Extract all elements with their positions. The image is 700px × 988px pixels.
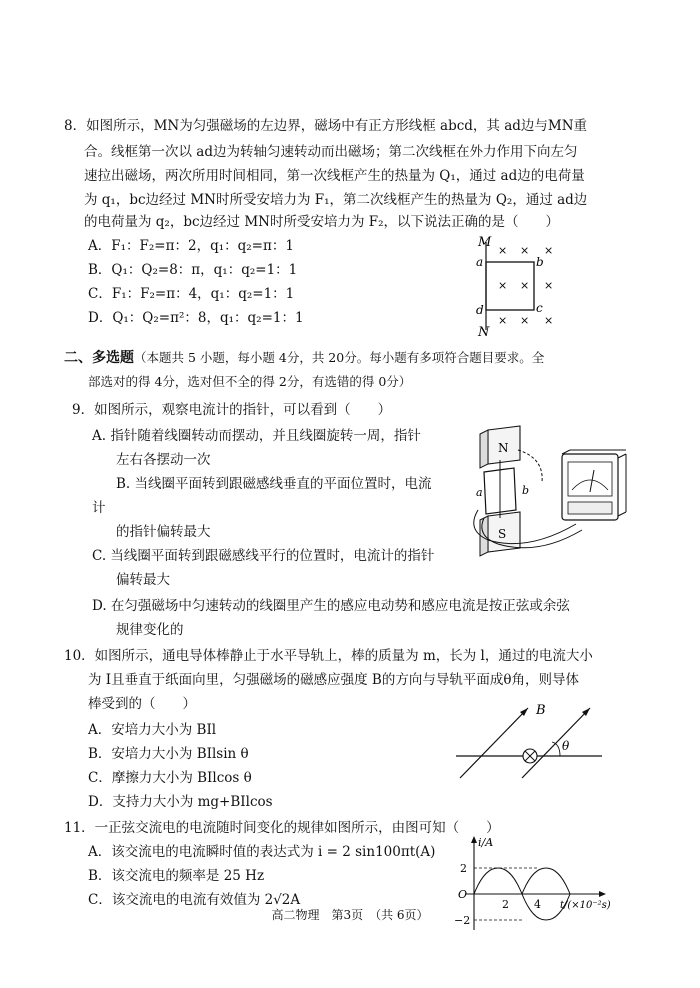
q10-line-1: 10．如图所示，通电导体棒静止于水平导轨上，棒的质量为 m，长为 l，通过的电流大小 bbox=[64, 648, 593, 664]
svg-text:×: × bbox=[498, 244, 508, 257]
q8-figure bbox=[470, 232, 570, 340]
q9-label-a: a bbox=[476, 486, 483, 499]
q9-line-b3: 的指针偏转最大 bbox=[116, 524, 211, 540]
section2-note-2: 部选对的得 4分，选对但不全的得 2分，有选错的得 0分） bbox=[88, 374, 412, 389]
q8-field-crosses bbox=[498, 244, 553, 327]
svg-text:×: × bbox=[544, 279, 554, 292]
q8-line-3: 速拉出磁场，两次所用时间相同，第一次线框产生的热量为 Q₁，通过 ad边的电荷量 bbox=[84, 168, 585, 184]
section2-note-1: （本题共 5 小题，每小题 4分，共 20分。每小题有多项符合题目要求。全 bbox=[134, 350, 545, 365]
q11-xlabel: t/(×10⁻²s) bbox=[560, 900, 611, 911]
q9-figure bbox=[458, 420, 642, 560]
q11-xtick-4: 4 bbox=[534, 898, 541, 911]
q11-ylabel: i/A bbox=[478, 836, 494, 849]
q11-ytick-neg: −2 bbox=[454, 914, 471, 927]
svg-text:×: × bbox=[498, 314, 508, 327]
q9-label-s: S bbox=[498, 527, 507, 541]
q9-line-d2: 规律变化的 bbox=[116, 622, 184, 638]
page-footer: 高二物理 第3页 （共 6页） bbox=[271, 908, 429, 922]
q8-option-c: C．F₁：F₂=π：4，q₁：q₂=1：1 bbox=[88, 286, 295, 302]
q11-origin: O bbox=[458, 888, 468, 901]
q10-option-a: A．安培力大小为 BIl bbox=[88, 722, 217, 738]
q9-line-b2: 计 bbox=[92, 500, 106, 516]
q8-option-b: B．Q₁：Q₂=8：π，q₁：q₂=1：1 bbox=[88, 262, 298, 278]
q8-label-a: a bbox=[476, 255, 484, 269]
q9-stem: 9．如图所示，观察电流计的指针，可以看到（ ） bbox=[72, 402, 392, 418]
q9-line-c1: C. 当线圈平面转到跟磁感线平行的位置时，电流计的指针 bbox=[92, 548, 435, 564]
q11-ytick-pos: 2 bbox=[460, 862, 467, 875]
q9-line-d1: D. 在匀强磁场中匀速转动的线圈里产生的感应电动势和感应电流是按正弦或余弦 bbox=[92, 598, 570, 614]
q8-line-2: 合。线框第一次以 ad边为转轴匀速转动而出磁场；第二次线框在外力作用下向左匀 bbox=[84, 144, 578, 160]
q8-label-m: M bbox=[478, 235, 492, 250]
q9-label-b: b bbox=[522, 484, 530, 497]
q8-option-d: D．Q₁：Q₂=π²：8，q₁：q₂=1：1 bbox=[88, 310, 304, 326]
q8-line-1: 8．如图所示，MN为匀强磁场的左边界，磁场中有正方形线框 abcd，其 ad边与MN重 bbox=[64, 118, 588, 134]
q11-option-c: C．该交流电的电流有效值为 2√2A bbox=[88, 892, 301, 908]
section2-title: 二、多选题 bbox=[64, 350, 134, 366]
q9-line-b1: B. 当线圈平面转到跟磁感线垂直的平面位置时，电流 bbox=[116, 476, 432, 492]
q11-option-a: A．该交流电的电流瞬时值的表达式为 i = 2 sin100πt(A) bbox=[88, 844, 436, 860]
q10-line-2: 为 I且垂直于纸面向里，匀强磁场的磁感应强度 B的方向与导轨平面成θ角，则导体 bbox=[88, 672, 579, 688]
q10-option-b: B．安培力大小为 BIlsin θ bbox=[88, 746, 249, 762]
q9-label-n: N bbox=[498, 441, 509, 455]
q8-label-b: b bbox=[536, 255, 544, 269]
svg-text:×: × bbox=[520, 244, 530, 257]
svg-text:×: × bbox=[520, 279, 530, 292]
svg-text:×: × bbox=[498, 279, 508, 292]
q8-option-a: A．F₁：F₂=π：2，q₁：q₂=π：1 bbox=[88, 238, 294, 254]
q8-label-d: d bbox=[476, 303, 484, 317]
svg-text:×: × bbox=[520, 314, 530, 327]
q11-option-b: B．该交流电的频率是 25 Hz bbox=[88, 868, 265, 884]
q9-line-a1: A. 指针随着线圈转动而摆动，并且线圈旋转一周，指针 bbox=[92, 428, 421, 444]
q10-line-3: 棒受到的（ ） bbox=[88, 696, 196, 712]
q11-stem: 11．一正弦交流电的电流随时间变化的规律如图所示，由图可知（ ） bbox=[64, 820, 500, 836]
q10-option-d: D．支持力大小为 mg+BIlcos bbox=[88, 794, 273, 810]
q10-label-theta: θ bbox=[562, 739, 570, 753]
q8-line-4: 为 q₁，bc边经过 MN时所受安培力为 F₁，第二次线框产生的热量为 Q₂，通过 ad边 bbox=[84, 192, 588, 208]
q10-figure bbox=[456, 700, 606, 782]
q8-label-n: N bbox=[478, 325, 490, 340]
q11-xtick-2: 2 bbox=[502, 898, 509, 911]
q9-line-c2: 偏转最大 bbox=[116, 572, 170, 588]
q10-label-b: B bbox=[536, 703, 546, 718]
q9-line-a2: 左右各摆动一次 bbox=[116, 452, 211, 468]
svg-text:×: × bbox=[544, 314, 554, 327]
section2-heading bbox=[64, 348, 544, 368]
q10-option-c: C．摩擦力大小为 BIlcos θ bbox=[88, 770, 252, 786]
q8-label-c: c bbox=[536, 301, 543, 315]
svg-text:×: × bbox=[544, 244, 554, 257]
q8-line-5: 的电荷量为 q₂，bc边经过 MN时所受安培力为 F₂，以下说法正确的是（ ） bbox=[84, 214, 560, 230]
